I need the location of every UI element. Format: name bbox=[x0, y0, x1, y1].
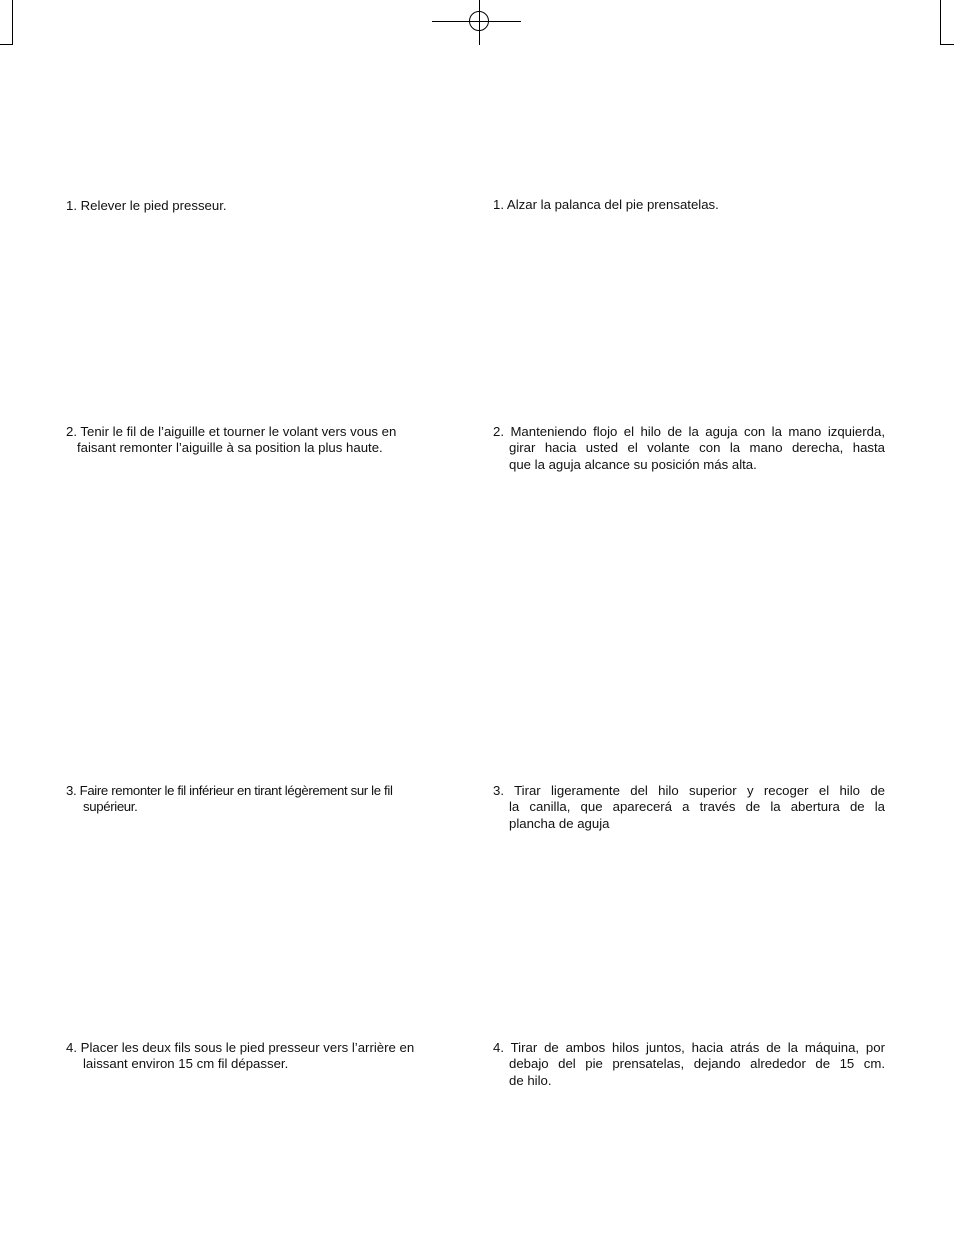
french-step-1 bbox=[66, 198, 446, 214]
crop-mark-top-left-vertical bbox=[12, 0, 13, 45]
french-step-1-text: 1. Relever le pied presseur. bbox=[66, 198, 227, 213]
spanish-step-3 bbox=[493, 783, 885, 832]
spanish-step-4-line-1: 4. Tirar de ambos hilos juntos, hacia atrás de la máquina, por bbox=[493, 1040, 885, 1055]
crop-mark-top-right-vertical bbox=[940, 0, 941, 45]
french-step-2 bbox=[66, 424, 446, 457]
spanish-step-2-line-1: 2. Manteniendo flojo el hilo de la aguja con la mano izquierda, bbox=[493, 424, 885, 439]
french-step-3-line-2: supérieur. bbox=[83, 799, 138, 815]
registration-mark-circle bbox=[469, 11, 489, 31]
spanish-step-2 bbox=[493, 424, 885, 473]
french-step-4-line-2: laissant environ 15 cm fil dépasser. bbox=[83, 1056, 289, 1072]
spanish-step-2-line-2: girar hacia usted el volante con la mano derecha, hasta bbox=[509, 440, 885, 456]
french-step-4 bbox=[66, 1040, 446, 1073]
spanish-step-1 bbox=[493, 197, 885, 213]
french-step-3 bbox=[66, 783, 446, 816]
spanish-step-1-text: 1. Alzar la palanca del pie prensatelas. bbox=[493, 197, 719, 212]
spanish-step-4 bbox=[493, 1040, 885, 1089]
spanish-step-3-line-2: la canilla, que aparecerá a través de la abertura de la bbox=[509, 799, 885, 815]
french-step-4-line-1: 4. Placer les deux fils sous le pied presseur vers l’arrière en bbox=[66, 1040, 415, 1055]
spanish-step-4-line-2: debajo del pie prensatelas, dejando alrededor de 15 cm. bbox=[509, 1056, 885, 1072]
spanish-step-3-line-3: plancha de aguja bbox=[509, 815, 610, 831]
crop-mark-top-left-horizontal bbox=[0, 44, 13, 45]
french-step-2-line-1: 2. Tenir le fil de l’aiguille et tourner le volant vers vous en bbox=[66, 424, 397, 439]
spanish-step-2-line-3: que la aguja alcance su posición más alta. bbox=[509, 456, 757, 472]
french-step-3-line-1: 3. Faire remonter le fil inférieur en tirant légèrement sur le fil bbox=[66, 783, 393, 798]
spanish-step-3-line-1: 3. Tirar ligeramente del hilo superior y recoger el hilo de bbox=[493, 783, 885, 798]
crop-mark-top-right-horizontal bbox=[940, 44, 954, 45]
spanish-step-4-line-3: de hilo. bbox=[509, 1072, 552, 1088]
french-step-2-line-2: faisant remonter l’aiguille à sa position la plus haute. bbox=[77, 440, 383, 456]
